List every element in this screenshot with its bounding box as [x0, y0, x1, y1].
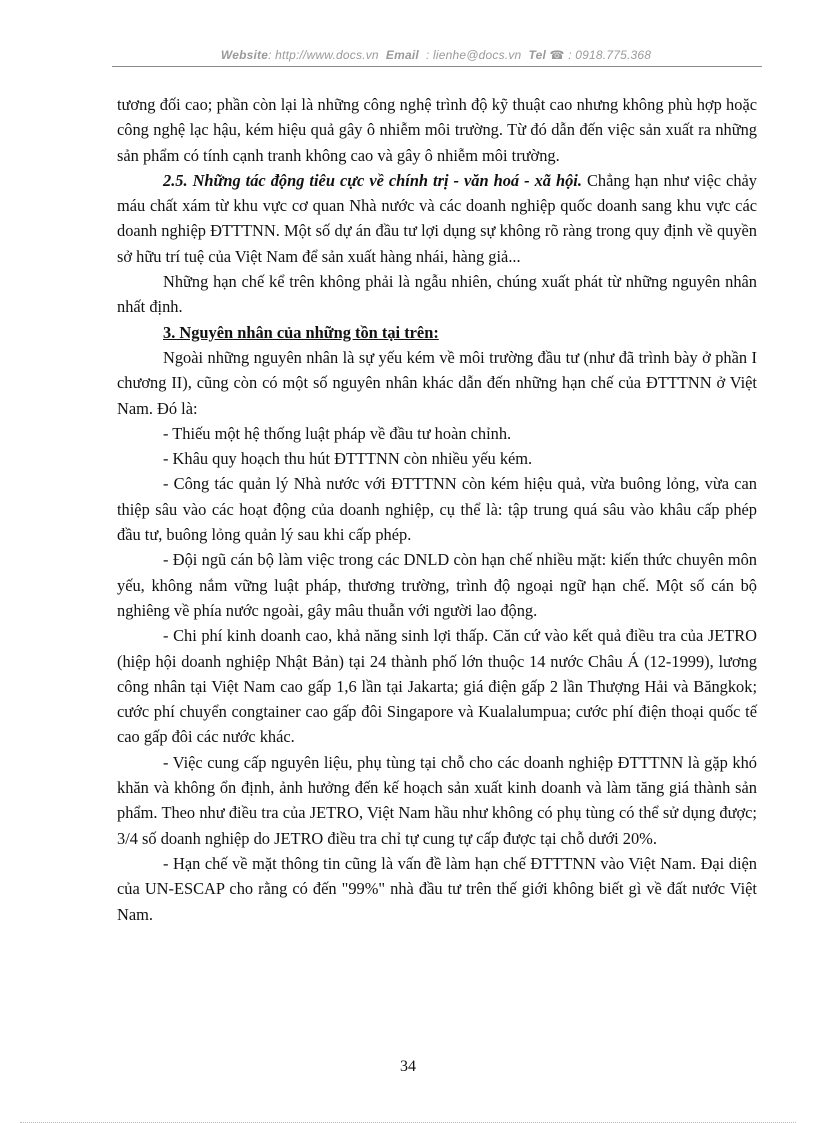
page-header: [110, 48, 762, 62]
paragraph-section-2-5: [117, 168, 757, 269]
bullet-item: - Việc cung cấp nguyên liệu, phụ tùng tại chỗ cho các doanh nghiệp ĐTTTNN là gặp khó khăn và không ổn định, ảnh hưởng đến kế hoạch sản xuất kinh doanh và làm tăng giá thành sản phẩm. Theo như điều tra của JETRO, Việt Nam hầu như không có phụ tùng có thể sử dụng được; 3/4 số doanh nghiệp do JETRO điều tra chỉ tự cung tự cấp được tại chỗ dưới 20%.: [117, 752, 757, 848]
tel-label: Tel: [528, 48, 546, 62]
paragraph-causes-intro: Ngoài những nguyên nhân là sự yếu kém về môi trường đầu tư (như đã trình bày ở phần I chương II), cũng còn có một số nguyên nhân khác dẫn đến những hạn chế của ĐTTTNN ở Việt Nam. Đó là:: [117, 347, 757, 418]
bullet-item: - Công tác quản lý Nhà nước với ĐTTTNN còn kém hiệu quả, vừa buông lỏng, vừa can thiệp sâu vào các hoạt động của doanh nghiệp, cụ thể là: tập trung quá sâu vào khâu cấp phép đầu tư, buông lỏng quản lý sau khi cấp phép.: [117, 474, 757, 545]
subsection-heading: 2.5. Những tác động tiêu cực về chính trị - văn hoá - xã hội.: [163, 170, 582, 190]
subsection-body: Chẳng hạn như việc chảy máu chất xám từ khu vực cơ quan Nhà nước và các doanh nghiệp quốc doanh sang khu vực các doanh nghiệp ĐTTTNN. Một số dự án đầu tư lợi dụng sự không rõ ràng trong quy định về quyền sở hữu trí tuệ của Việt Nam để sản xuất hàng nhái, hàng giả...: [117, 170, 757, 266]
bullet-item: - Khâu quy hoạch thu hút ĐTTTNN còn nhiều yếu kém.: [163, 449, 533, 469]
bullet-item: - Hạn chế về mặt thông tin cũng là vấn đề làm hạn chế ĐTTTNN vào Việt Nam. Đại diện của UN-ESCAP cho rằng có đến "99%" nhà đầu tư trên thế giới không biết gì về đất nước Việt Nam.: [117, 853, 757, 924]
paragraph-limitations: Những hạn chế kể trên không phải là ngẫu nhiên, chúng xuất phát từ những nguyên nhân nhất định.: [117, 272, 757, 317]
bullet-item: - Đội ngũ cán bộ làm việc trong các DNLD còn hạn chế nhiều mặt: kiến thức chuyên môn yếu, không nắm vững luật pháp, thương trường, trình độ ngoại ngữ hạn chế. Một số cán bộ nghiêng về phía nước ngoài, gây mâu thuẫn với người lao động.: [117, 550, 757, 620]
page-number: 34: [400, 1058, 416, 1075]
paragraph-continuation: tương đối cao; phần còn lại là những công nghệ trình độ kỹ thuật cao nhưng không phù hợp hoặc công nghệ lạc hậu, kém hiệu quả gây ô nhiễm môi trường. Từ đó dẫn đến việc sản xuất ra những sản phẩm có tính cạnh tranh không cao và gây ô nhiễm môi trường.: [117, 95, 757, 165]
tel-value: ☎ : 0918.775.368: [549, 48, 652, 62]
website-label: Website: [220, 48, 269, 62]
website-value: : http://www.docs.vn: [268, 48, 379, 62]
bullet-item: - Chi phí kinh doanh cao, khả năng sinh lợi thấp. Căn cứ vào kết quả điều tra của JETRO (hiệp hội doanh nghiệp Nhật Bản) tại 24 thành phố lớn thuộc 14 nước Châu Á (12-1999), lương công nhân tại Việt Nam cao gấp 1,6 lần tại Jakarta; giá điện gấp 2 lần Thượng Hải và Băngkok; cước phí chuyển congtainer cao gấp đôi Singapore và Kualalumpua; cước phí điện thoại quốc tế cao gấp đôi các nước khác.: [117, 626, 757, 747]
section-title: 3. Nguyên nhân của những tồn tại trên:: [163, 322, 439, 342]
document-body: [117, 92, 757, 927]
email-label: Email: [385, 48, 419, 62]
bullet-item: - Thiếu một hệ thống luật pháp về đầu tư hoàn chỉnh.: [163, 423, 512, 443]
header-divider: [112, 66, 762, 67]
email-value: : lienhe@docs.vn: [425, 48, 522, 62]
